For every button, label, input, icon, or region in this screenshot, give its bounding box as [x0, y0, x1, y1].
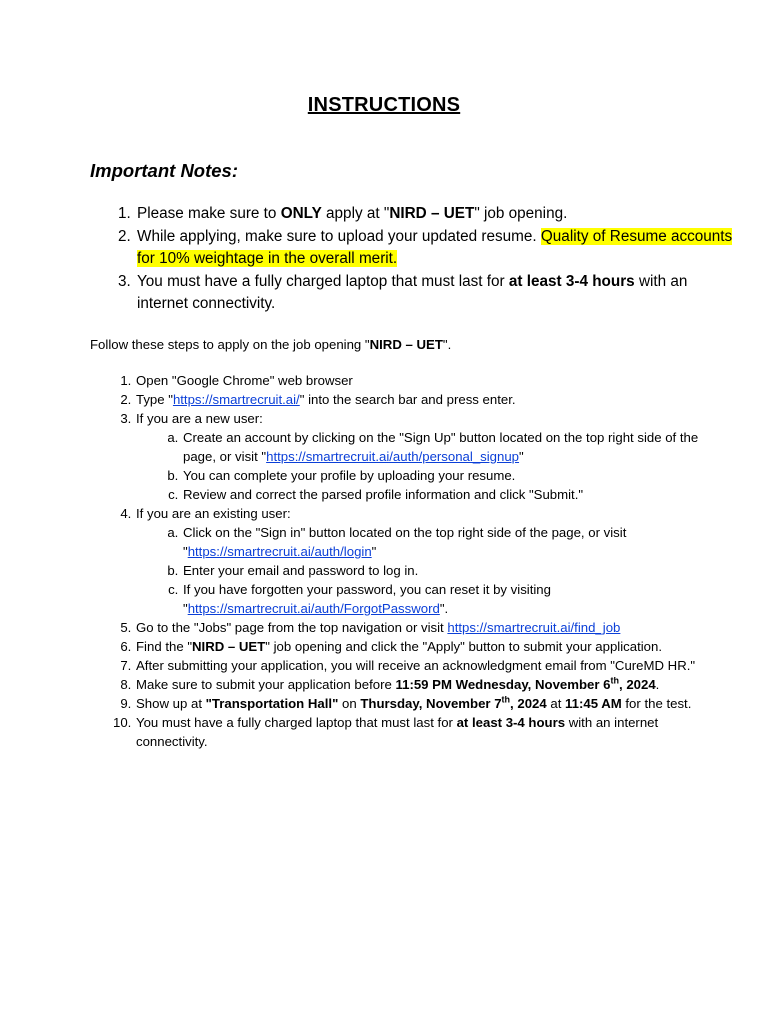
step-8: 8. Make sure to submit your application before 11:59 PM Wednesday, November 6th, 2024.: [135, 675, 725, 694]
step-5: 5. Go to the "Jobs" page from the top navigation or visit https://smartrecruit.ai/find_job: [135, 618, 725, 637]
page-title: INSTRUCTIONS: [307, 94, 461, 116]
substep-3a: a. Create an account by clicking on the "Sign Up" button located on the top right side of the page, or visit "https://smartrecruit.ai/auth/personal_signup": [182, 428, 725, 466]
signup-link[interactable]: https://smartrecruit.ai/auth/personal_signup: [266, 449, 520, 464]
note-item-3: 3. You must have a fully charged laptop that must last for at least 3-4 hours with an internet connectivity.: [135, 271, 735, 316]
step-6: 6. Find the "NIRD – UET" job opening and click the "Apply" button to submit your application.: [135, 637, 725, 656]
notes-heading: Important Notes:: [90, 160, 238, 181]
highlighted-text: Quality of Resume accounts for 10% weightage in the overall merit.: [137, 227, 733, 267]
substep-4b: b. Enter your email and password to log in.: [182, 561, 725, 580]
step-2: 2. Type "https://smartrecruit.ai/" into the search bar and press enter.: [135, 390, 725, 409]
forgot-password-link[interactable]: https://smartrecruit.ai/auth/ForgotPassword: [187, 601, 440, 616]
step-4: 4. If you are an existing user: a. Click on the "Sign in" button located on the top right side of the page, or visit "https://smartrecruit.ai/auth/login" b. Enter your email and password to log in. c. If you have forgotten your password, you can reset it by visiting "https://smartrecruit.ai/auth/ForgotPassword".: [135, 504, 725, 618]
step-7: 7. After submitting your application, you will receive an acknowledgment email from "CureMD HR.": [135, 656, 725, 675]
find-job-link[interactable]: https://smartrecruit.ai/find_job: [447, 620, 621, 635]
application-steps-list: [90, 371, 725, 751]
important-notes-list: [90, 203, 735, 316]
note-item-2: 2. While applying, make sure to upload your updated resume. Quality of Resume accounts for 10% weightage in the overall merit.: [135, 226, 735, 271]
substep-4a: a. Click on the "Sign in" button located on the top right side of the page, or visit "https://smartrecruit.ai/auth/login": [182, 523, 725, 561]
login-link[interactable]: https://smartrecruit.ai/auth/login: [187, 544, 372, 559]
step-1: 1. Open "Google Chrome" web browser: [135, 371, 725, 390]
step-3: 3. If you are a new user: a. Create an account by clicking on the "Sign Up" button located on the top right side of the page, or visit "https://smartrecruit.ai/auth/personal_signup" b. You can complete your profile by uploading your resume. c. Review and correct the parsed profile information and click "Submit.": [135, 409, 725, 504]
steps-intro: Follow these steps to apply on the job opening "NIRD – UET".: [90, 337, 452, 352]
smartrecruit-home-link[interactable]: https://smartrecruit.ai/: [172, 392, 300, 407]
substep-3c: c. Review and correct the parsed profile information and click "Submit.": [182, 485, 725, 504]
existing-user-substeps: [136, 523, 725, 618]
new-user-substeps: [136, 428, 725, 504]
step-10: 10. You must have a fully charged laptop that must last for at least 3-4 hours with an internet connectivity.: [135, 713, 725, 751]
note-item-1: 1. Please make sure to ONLY apply at "NIRD – UET" job opening.: [135, 203, 735, 226]
substep-3b: b. You can complete your profile by uploading your resume.: [182, 466, 725, 485]
step-9: 9. Show up at "Transportation Hall" on Thursday, November 7th, 2024 at 11:45 AM for the test.: [135, 694, 725, 713]
substep-4c: c. If you have forgotten your password, you can reset it by visiting "https://smartrecruit.ai/auth/ForgotPassword".: [182, 580, 725, 618]
